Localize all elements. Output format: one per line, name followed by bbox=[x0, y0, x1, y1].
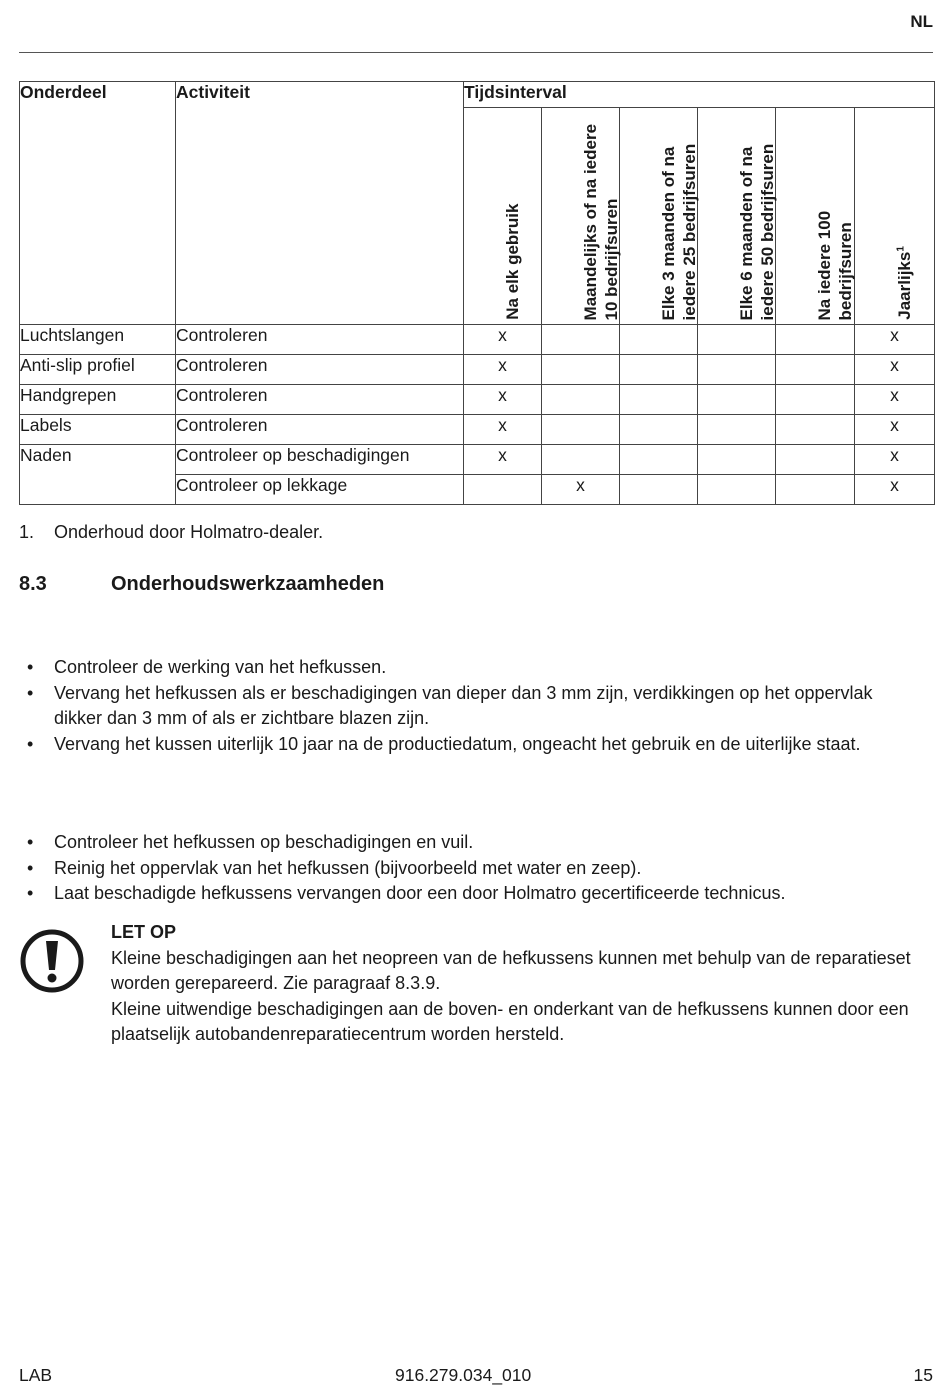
activity-cell: Controleer op lekkage bbox=[176, 475, 464, 505]
interval-mark bbox=[698, 475, 776, 505]
interval-header: Maandelijks of na iedere 10 bedrijfsuren bbox=[542, 108, 620, 325]
interval-mark bbox=[542, 325, 620, 355]
interval-mark: x bbox=[855, 355, 935, 385]
interval-mark bbox=[776, 415, 855, 445]
interval-mark bbox=[698, 325, 776, 355]
maintenance-table bbox=[19, 81, 935, 505]
activity-cell: Controleer op beschadigingen bbox=[176, 445, 464, 475]
notice-text: Kleine beschadigingen aan het neopreen van de hefkussens kunnen met behulp van de reparatieset worden gerepareerd. Zie paragraaf 8.3.9. bbox=[111, 947, 911, 993]
interval-mark: x bbox=[542, 475, 620, 505]
interval-mark bbox=[776, 445, 855, 475]
list-item: • Vervang het kussen uiterlijk 10 jaar na de productiedatum, ongeacht het gebruik en de uiterlijke staat. bbox=[27, 733, 861, 754]
section-heading bbox=[19, 573, 384, 596]
interval-mark bbox=[620, 325, 698, 355]
interval-mark: x bbox=[855, 325, 935, 355]
interval-mark bbox=[620, 415, 698, 445]
interval-mark bbox=[776, 475, 855, 505]
activity-cell: Controleren bbox=[176, 325, 464, 355]
activity-cell: Controleren bbox=[176, 355, 464, 385]
interval-mark: x bbox=[855, 385, 935, 415]
interval-mark bbox=[620, 475, 698, 505]
table-row bbox=[20, 355, 935, 385]
interval-mark bbox=[542, 355, 620, 385]
document-number: 916.279.034_010 bbox=[395, 1365, 532, 1385]
header-rule bbox=[19, 52, 933, 53]
part-cell: Naden bbox=[20, 445, 176, 505]
interval-mark bbox=[542, 385, 620, 415]
notice-title: LET OP bbox=[111, 922, 177, 942]
interval-mark: x bbox=[464, 385, 542, 415]
interval-mark bbox=[620, 385, 698, 415]
interval-mark bbox=[698, 355, 776, 385]
exclamation-icon bbox=[19, 928, 85, 994]
interval-header: Na elk gebruik bbox=[464, 108, 542, 325]
list-item: • Laat beschadigde hefkussens vervangen door een door Holmatro gecertificeerde technicus. bbox=[27, 883, 786, 903]
list-item: • Controleer de werking van het hefkussen. bbox=[27, 657, 387, 677]
part-cell: Anti-slip profiel bbox=[20, 355, 176, 385]
table-row bbox=[20, 325, 935, 355]
interval-mark bbox=[776, 325, 855, 355]
interval-mark: x bbox=[464, 445, 542, 475]
interval-header: Elke 6 maanden of na iedere 50 bedrijfsuren bbox=[698, 108, 776, 325]
section-title: Onderhoudswerkzaamheden bbox=[111, 573, 385, 595]
interval-mark: x bbox=[855, 475, 935, 505]
interval-mark: x bbox=[464, 415, 542, 445]
interval-mark bbox=[620, 445, 698, 475]
interval-mark bbox=[698, 385, 776, 415]
interval-mark bbox=[698, 415, 776, 445]
interval-header: Na iedere 100 bedrijfsuren bbox=[776, 108, 855, 325]
list-item: • Vervang het hefkussen als er beschadigingen van dieper dan 3 mm zijn, verdikkingen op het oppervlak dikker dan 3 mm of als er zichtbare blazen zijn. bbox=[27, 682, 873, 728]
footnote: 1. Onderhoud door Holmatro-dealer. bbox=[19, 522, 324, 542]
page-number: 15 bbox=[913, 1365, 933, 1385]
interval-mark bbox=[464, 475, 542, 505]
interval-mark bbox=[542, 415, 620, 445]
interval-header: Jaarlijks$^1$ bbox=[855, 108, 935, 325]
part-cell: Luchtslangen bbox=[20, 325, 176, 355]
activity-cell: Controleren bbox=[176, 385, 464, 415]
interval-mark bbox=[776, 385, 855, 415]
interval-mark: x bbox=[464, 325, 542, 355]
language-code: NL bbox=[910, 12, 933, 31]
list-item: • Reinig het oppervlak van het hefkussen (bijvoorbeeld met water en zeep). bbox=[27, 857, 642, 878]
interval-mark bbox=[776, 355, 855, 385]
header-interval: Tijdsinterval bbox=[464, 82, 935, 108]
footer-left: LAB bbox=[19, 1365, 53, 1385]
interval-mark bbox=[698, 445, 776, 475]
interval-header: Elke 3 maanden of na iedere 25 bedrijfsuren bbox=[620, 108, 698, 325]
part-cell: Handgrepen bbox=[20, 385, 176, 415]
part-cell: Labels bbox=[20, 415, 176, 445]
header-activity: Activiteit bbox=[176, 82, 464, 325]
bullet-list bbox=[19, 830, 919, 907]
activity-cell: Controleren bbox=[176, 415, 464, 445]
interval-mark bbox=[542, 445, 620, 475]
section-number: 8.3 bbox=[19, 573, 47, 595]
table-row bbox=[20, 445, 935, 475]
interval-mark: x bbox=[855, 445, 935, 475]
notice-text: Kleine uitwendige beschadigingen aan de boven- en onderkant van de hefkussens kunnen door een plaatselijk autobandenreparatiecentrum worden hersteld. bbox=[111, 998, 909, 1044]
table-row bbox=[20, 385, 935, 415]
bullet-list bbox=[19, 655, 919, 757]
interval-mark: x bbox=[855, 415, 935, 445]
interval-mark: x bbox=[464, 355, 542, 385]
interval-mark bbox=[620, 355, 698, 385]
table-row bbox=[20, 415, 935, 445]
header-part: Onderdeel bbox=[20, 82, 176, 325]
list-item: • Controleer het hefkussen op beschadigingen en vuil. bbox=[27, 832, 474, 852]
